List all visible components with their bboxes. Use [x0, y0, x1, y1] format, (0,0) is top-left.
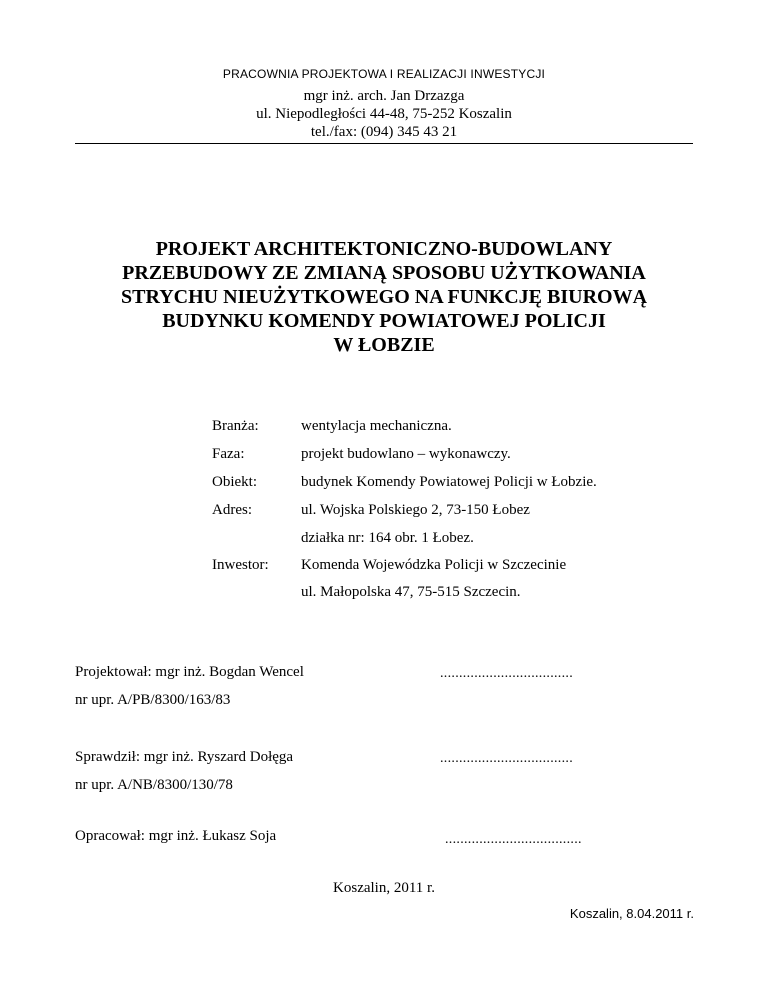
office-name: PRACOWNIA PROJEKTOWA I REALIZACJI INWESTYCJI: [222, 67, 546, 81]
info-value: ul. Wojska Polskiego 2, 73-150 Łobez: [301, 502, 530, 518]
architect-name: mgr inż. arch. Jan Drzazga: [303, 88, 465, 104]
info-label: Branża:: [212, 418, 259, 434]
designer-name: Projektował: mgr inż. Bogdan Wencel: [75, 664, 304, 680]
title-line: STRYCHU NIEUŻYTKOWEGO NA FUNKCJĘ BIUROWĄ: [120, 286, 648, 308]
title-line: BUDYNKU KOMENDY POWIATOWEJ POLICJI: [162, 310, 606, 332]
info-value: działka nr: 164 obr. 1 Łobez.: [301, 530, 474, 546]
office-address: ul. Niepodległości 44-48, 75-252 Koszalin: [256, 106, 512, 122]
project-title: [0, 237, 768, 357]
footer-date: Koszalin, 8.04.2011 r.: [569, 906, 694, 921]
author-signature-line: ....................................: [445, 832, 582, 847]
checker-signature-line: ...................................: [440, 751, 573, 766]
checker-license: nr upr. A/NB/8300/130/78: [75, 777, 233, 793]
info-value: Komenda Wojewódzka Policji w Szczecinie: [301, 557, 567, 573]
title-line: PRZEBUDOWY ZE ZMIANĄ SPOSOBU UŻYTKOWANIA: [122, 262, 646, 284]
info-label: Obiekt:: [212, 474, 257, 490]
info-value: budynek Komendy Powiatowej Policji w Łobzie.: [301, 474, 597, 490]
author-name: Opracował: mgr inż. Łukasz Soja: [75, 828, 277, 844]
info-value: ul. Małopolska 47, 75-515 Szczecin.: [301, 584, 521, 600]
title-line: W ŁOBZIE: [333, 334, 435, 356]
info-label: Inwestor:: [212, 557, 269, 573]
designer-license: nr upr. A/PB/8300/163/83: [75, 692, 231, 708]
info-label: Adres:: [212, 502, 252, 518]
info-value: wentylacja mechaniczna.: [301, 418, 452, 434]
title-line: PROJEKT ARCHITEKTONICZNO-BUDOWLANY: [155, 238, 613, 260]
info-value: projekt budowlano – wykonawczy.: [301, 446, 511, 462]
footer-city-year: Koszalin, 2011 r.: [333, 880, 435, 896]
info-label: Faza:: [212, 446, 245, 462]
office-phone: tel./fax: (094) 345 43 21: [310, 124, 458, 140]
designer-signature-line: ...................................: [440, 666, 573, 681]
checker-name: Sprawdził: mgr inż. Ryszard Dołęga: [75, 749, 294, 765]
header-divider: [75, 143, 693, 144]
